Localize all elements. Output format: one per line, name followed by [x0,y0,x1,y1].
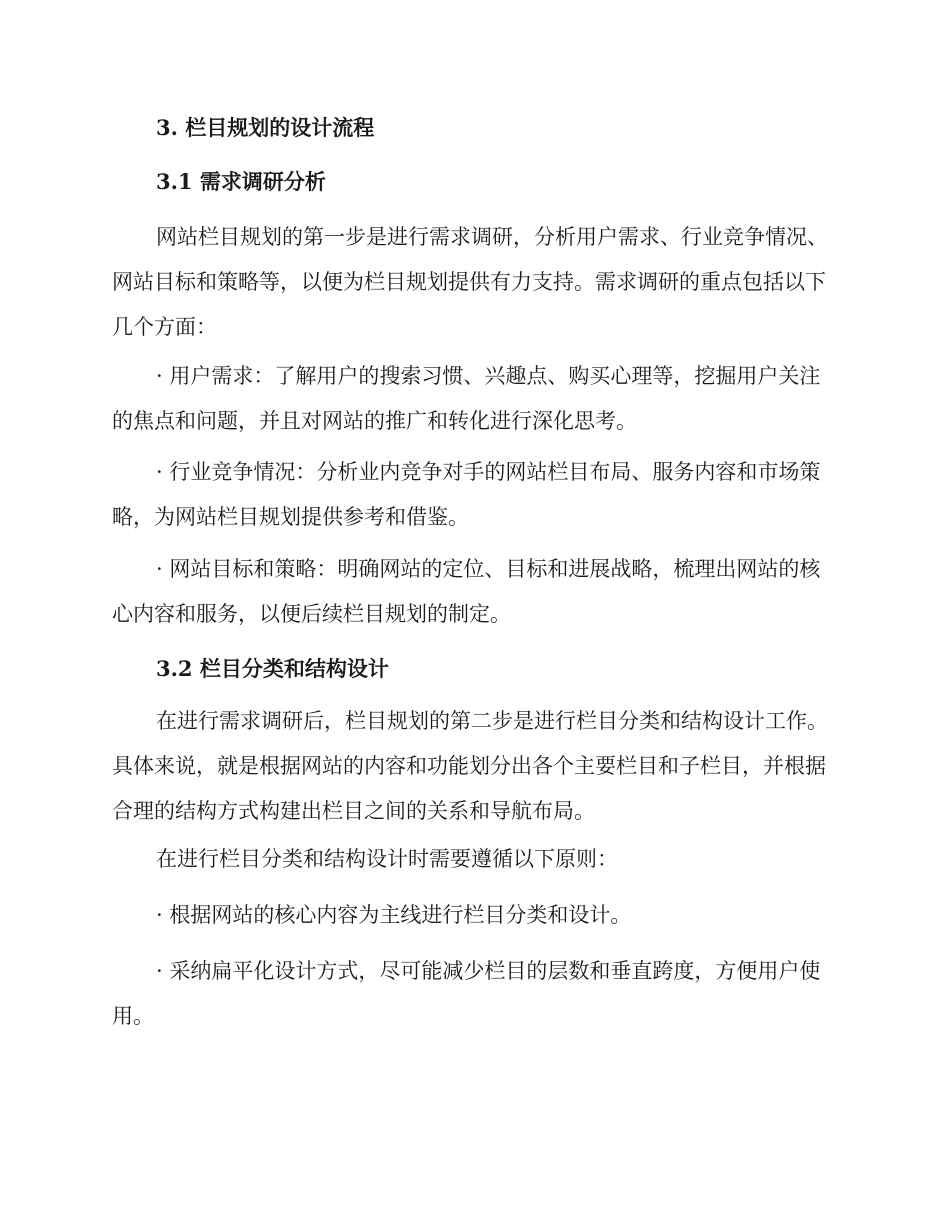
bullet-flat-design: · 采纳扁平化设计方式，尽可能减少栏目的层数和垂直跨度，方便用户使用。 [112,959,821,1028]
paragraph-classification-intro: 在进行需求调研后，栏目规划的第二步是进行栏目分类和结构设计工作。具体来说，就是根据网站的内容和功能划分出各个主要栏目和子栏目，并根据合理的结构方式构建出栏目之间的关系和导航布局。 [112,709,828,823]
paragraph-requirements-intro: 网站栏目规划的第一步是进行需求调研，分析用户需求、行业竞争情况、网站目标和策略等，以便为栏目规划提供有力支持。需求调研的重点包括以下几个方面： [112,225,828,339]
bullet-user-needs: · 用户需求：了解用户的搜索习惯、兴趣点、购买心理等，挖掘用户关注的焦点和问题，并且对网站的推广和转化进行深化思考。 [112,364,821,433]
bullet-site-goals: · 网站目标和策略：明确网站的定位、目标和进展战略，梳理出网站的核心内容和服务，以便后续栏目规划的制定。 [112,557,821,626]
bullet-industry-competition: · 行业竞争情况：分析业内竞争对手的网站栏目布局、服务内容和市场策略，为网站栏目规划提供参考和借鉴。 [112,460,821,529]
section-3-heading: 3. 栏目规划的设计流程 [156,115,375,140]
paragraph-principles-intro: 在进行栏目分类和结构设计时需要遵循以下原则： [156,847,618,871]
section-3-2-heading: 3.2 栏目分类和结构设计 [156,656,389,681]
section-3-1-heading: 3.1 需求调研分析 [156,169,326,194]
bullet-core-content: · 根据网站的核心内容为主线进行栏目分类和设计。 [156,903,632,927]
